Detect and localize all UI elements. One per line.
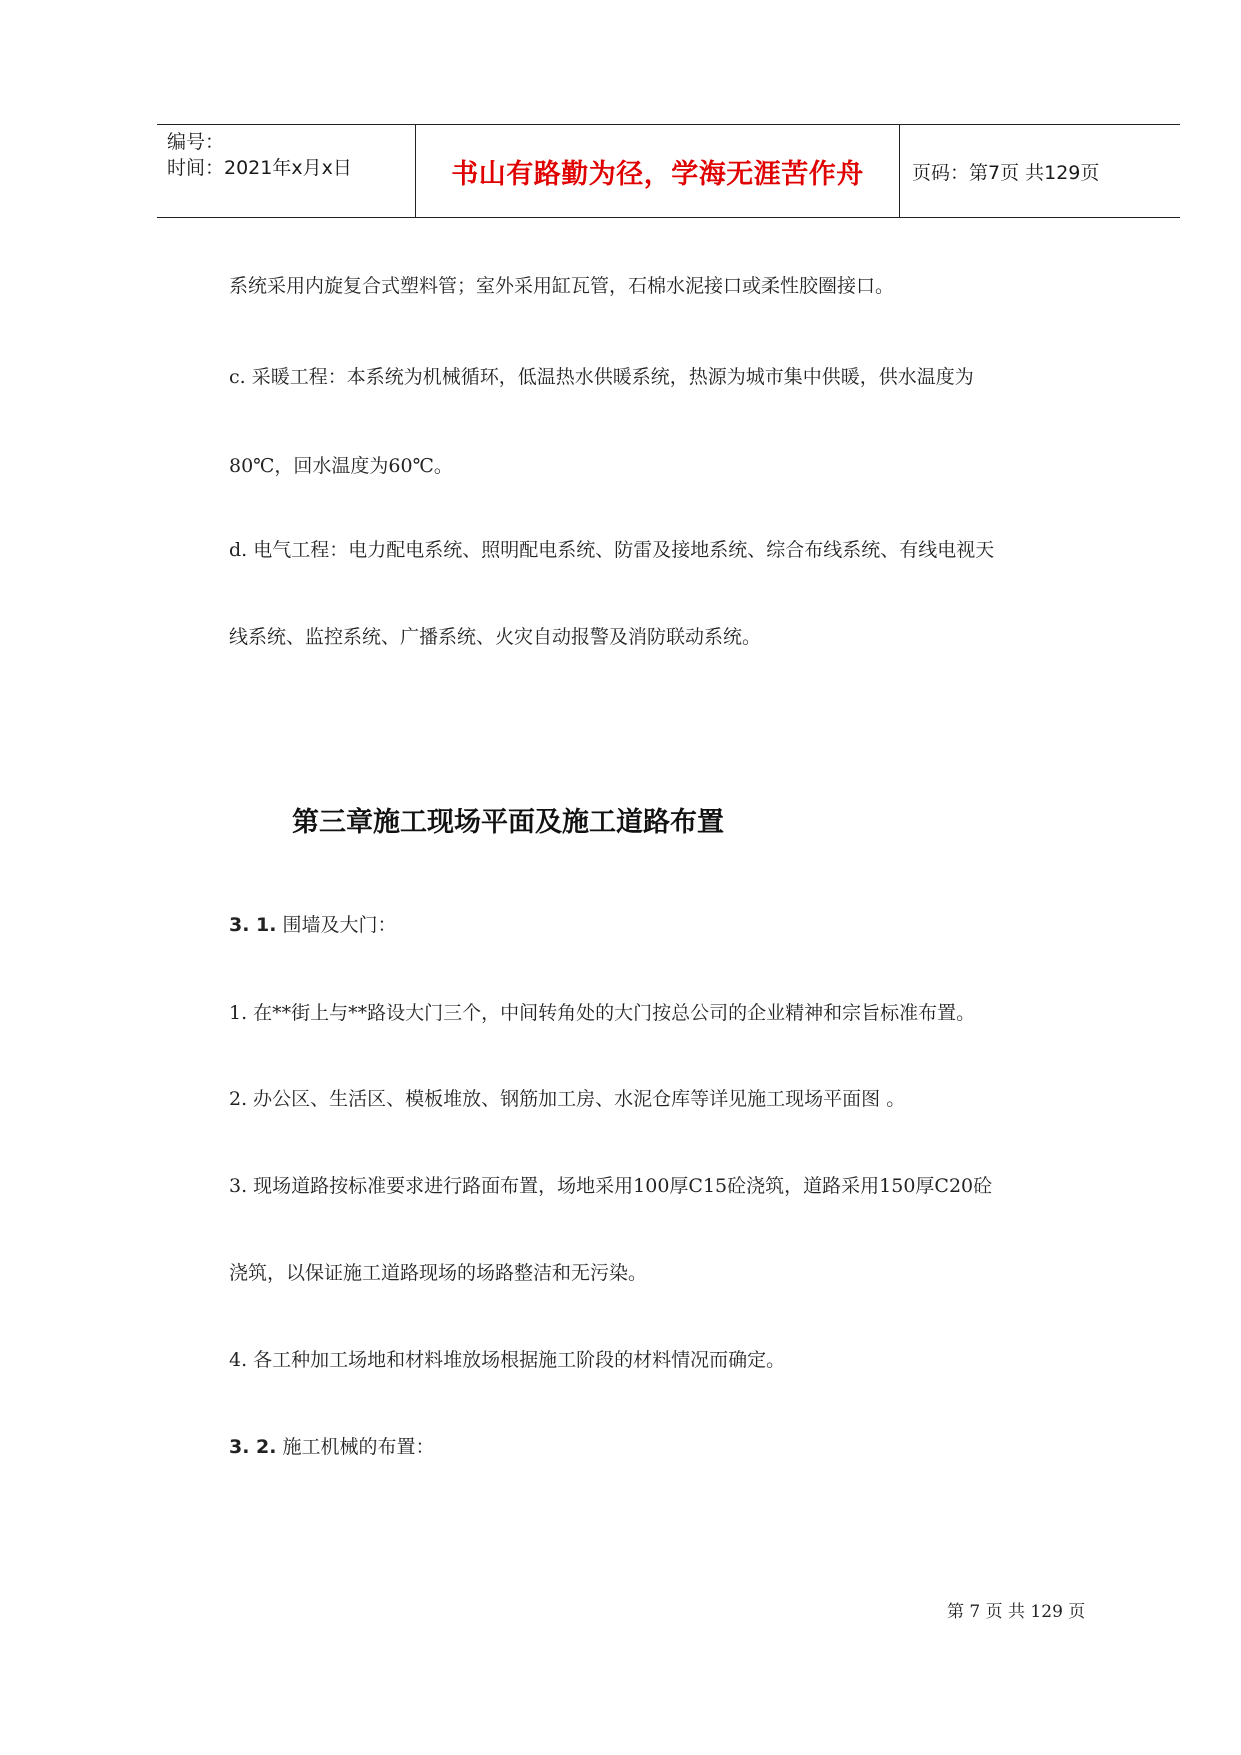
header-meta [157, 125, 416, 217]
page-header [157, 124, 1180, 218]
list-item: 3. 现场道路按标准要求进行路面布置，场地采用100厚C15砼浇筑，道路采用150厚C20砼 [229, 1175, 993, 1197]
list-item: 4. 各工种加工场地和材料堆放场根据施工阶段的材料情况而确定。 [229, 1349, 786, 1371]
header-motto: 书山有路勤为径，学海无涯苦作舟 [416, 125, 900, 217]
paragraph-heating: c. 采暖工程：本系统为机械循环，低温热水供暖系统，热源为城市集中供暖，供水温度为 [229, 366, 974, 388]
list-item: 2. 办公区、生活区、模板堆放、钢筋加工房、水泥仓库等详见施工现场平面图 。 [229, 1088, 906, 1110]
document-number-label: 编号： [167, 131, 225, 153]
section-number: 3. 2. [229, 1436, 277, 1458]
paragraph-electrical-cont: 线系统、监控系统、广播系统、火灾自动报警及消防联动系统。 [229, 626, 762, 648]
document-date: 时间：2021年x月x日 [167, 157, 352, 179]
paragraph-drainage: 系统采用内旋复合式塑料管；室外采用缸瓦管，石棉水泥接口或柔性胶圈接口。 [229, 275, 895, 297]
header-page-info: 页码：第7页 共129页 [912, 161, 1100, 184]
page-footer: 第 7 页 共 129 页 [947, 1602, 1086, 1622]
chapter-title: 第三章施工现场平面及施工道路布置 [292, 807, 724, 838]
paragraph-electrical: d. 电气工程：电力配电系统、照明配电系统、防雷及接地系统、综合布线系统、有线电视天 [229, 539, 995, 561]
section-heading-3-2 [229, 1432, 435, 1459]
section-title: 施工机械的布置： [282, 1436, 435, 1458]
list-item-cont: 浇筑，以保证施工道路现场的场路整洁和无污染。 [229, 1262, 648, 1284]
section-title: 围墙及大门： [282, 914, 397, 936]
section-number: 3. 1. [229, 914, 277, 936]
paragraph-heating-cont: 80℃，回水温度为60℃。 [229, 455, 453, 477]
list-item: 1. 在**街上与**路设大门三个，中间转角处的大门按总公司的企业精神和宗旨标准布置。 [229, 1002, 976, 1024]
section-heading-3-1 [229, 910, 397, 937]
